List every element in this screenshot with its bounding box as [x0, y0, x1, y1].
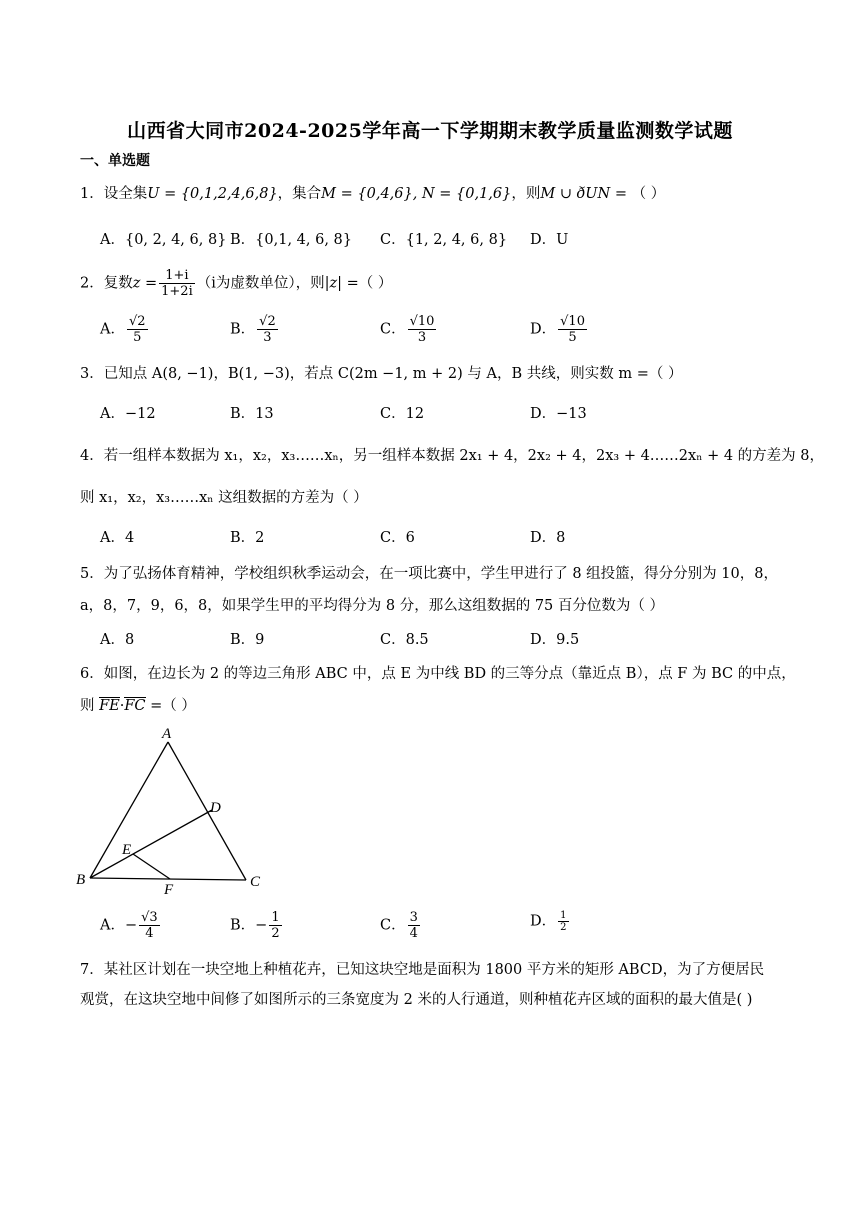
math-expression: M ∪ ðUN = — [540, 186, 632, 202]
question-5-line-1 — [80, 564, 778, 584]
question-text: 设全集 — [103, 186, 148, 202]
math-expression: |z| = — [324, 275, 359, 292]
question-6-line-1 — [80, 664, 796, 684]
question-2 — [80, 268, 392, 299]
option-b[interactable]: B．{0,1, 4, 6, 8} — [230, 232, 352, 248]
option-a[interactable]: A．4 — [100, 530, 135, 546]
question-5-line-2: a，8，7，9，6，8，如果学生甲的平均得分为 8 分，那么这组数据的 75 百分位数为（ ） — [80, 598, 664, 614]
question-number: 3． — [80, 366, 104, 382]
math-expression: U = {0,1,2,4,6,8} — [147, 186, 278, 202]
option-a[interactable]: A．− $\frac{√3}{4}$ — [100, 910, 158, 941]
option-a[interactable]: A． $\frac{√2}{5}$ — [100, 314, 146, 345]
question-text: ，集合 — [277, 186, 322, 202]
option-c[interactable]: C．8.5 — [380, 632, 429, 648]
question-text: 若一组样本数据为 x₁，x₂，x₃……xₙ，另一组样本数据 2x₁ + 4，2x₂ + 4，2x₃ + 4……2xₙ + 4 的方差为 8， — [103, 448, 825, 464]
option-b[interactable]: B． $\frac{√2}{3}$ — [230, 314, 276, 345]
question-text: 已知点 A(8, −1)，B(1, −3)，若点 C(2m −1, m + 2) 与 A，B 共线，则实数 m =（ ） — [103, 366, 683, 382]
math-expression: M = {0,4,6}, N = {0,1,6} — [321, 186, 512, 202]
question-4-line-2: 则 x₁，x₂，x₃……xₙ 这组数据的方差为（ ） — [80, 490, 368, 506]
question-text: （i为虚数单位），则 — [196, 275, 325, 292]
option-b[interactable]: B．2 — [230, 530, 265, 546]
question-number: 6． — [80, 666, 104, 682]
question-number: 4． — [80, 448, 104, 464]
question-number: 5． — [80, 566, 104, 582]
section-heading: 一、单选题 — [80, 153, 150, 169]
label-c: C — [250, 874, 261, 890]
option-d[interactable]: D．U — [530, 232, 569, 248]
question-3 — [80, 364, 682, 384]
option-a[interactable]: A．{0, 2, 4, 6, 8} — [100, 232, 227, 248]
triangle-figure — [70, 722, 280, 902]
question-text: 如图，在边长为 2 的等边三角形 ABC 中，点 E 为中线 BD 的三等分点（靠近点 B），点 F 为 BC 的中点， — [103, 666, 796, 682]
math-expression: z = — [132, 275, 158, 292]
option-b[interactable]: B．9 — [230, 632, 265, 648]
option-c[interactable]: C．{1, 2, 4, 6, 8} — [380, 232, 508, 248]
vector-fc: FC — [124, 698, 146, 714]
option-d[interactable]: D． $\frac{√10}{5}$ — [530, 314, 585, 345]
option-a[interactable]: A．8 — [100, 632, 135, 648]
option-c[interactable]: C． $\frac{√10}{3}$ — [380, 314, 435, 345]
question-text: ，则 — [511, 186, 541, 202]
question-text: 某社区计划在一块空地上种植花卉，已知这块空地是面积为 1800 平方米的矩形 ABCD，为了方便居民 — [103, 962, 765, 978]
question-text: （ ） — [631, 186, 666, 202]
option-d[interactable]: D． $\frac{1}{2}$ — [530, 910, 567, 933]
question-7-line-1 — [80, 960, 764, 980]
option-c[interactable]: C．6 — [380, 530, 415, 546]
question-number: 7． — [80, 962, 104, 978]
question-4-line-1 — [80, 446, 824, 466]
question-6-line-2: 则 FE·FC =（ ） — [80, 698, 196, 714]
option-b[interactable]: B．− $\frac{1}{2}$ — [230, 910, 280, 941]
label-a: A — [162, 726, 172, 742]
label-d: D — [210, 800, 221, 816]
question-text: （ ） — [358, 275, 393, 292]
option-b[interactable]: B．13 — [230, 406, 274, 422]
vector-fe: FE — [99, 698, 120, 714]
option-c[interactable]: C． $\frac{3}{4}$ — [380, 910, 418, 941]
question-text: 复数 — [103, 275, 133, 292]
question-7-line-2: 观赏，在这块空地中间修了如图所示的三条宽度为 2 米的人行通道，则种植花卉区域的面积的最大值是( ) — [80, 992, 753, 1008]
question-number: 1． — [80, 186, 104, 202]
label-e: E — [122, 842, 132, 858]
option-d[interactable]: D．−13 — [530, 406, 587, 422]
question-1 — [80, 184, 665, 204]
page-title: 山西省大同市2024-2025学年高一下学期期末教学质量监测数学试题 — [127, 120, 733, 142]
option-c[interactable]: C．12 — [380, 406, 425, 422]
option-a[interactable]: A．−12 — [100, 406, 156, 422]
option-d[interactable]: D．9.5 — [530, 632, 580, 648]
question-number: 2． — [80, 275, 104, 292]
label-f: F — [164, 882, 174, 898]
fraction: $\frac{1+i}{1+2i}$ — [161, 268, 193, 299]
label-b: B — [76, 872, 86, 888]
option-d[interactable]: D．8 — [530, 530, 566, 546]
question-text: 为了弘扬体育精神，学校组织秋季运动会，在一项比赛中，学生甲进行了 8 组投篮，得分分别为 10，8， — [103, 566, 778, 582]
